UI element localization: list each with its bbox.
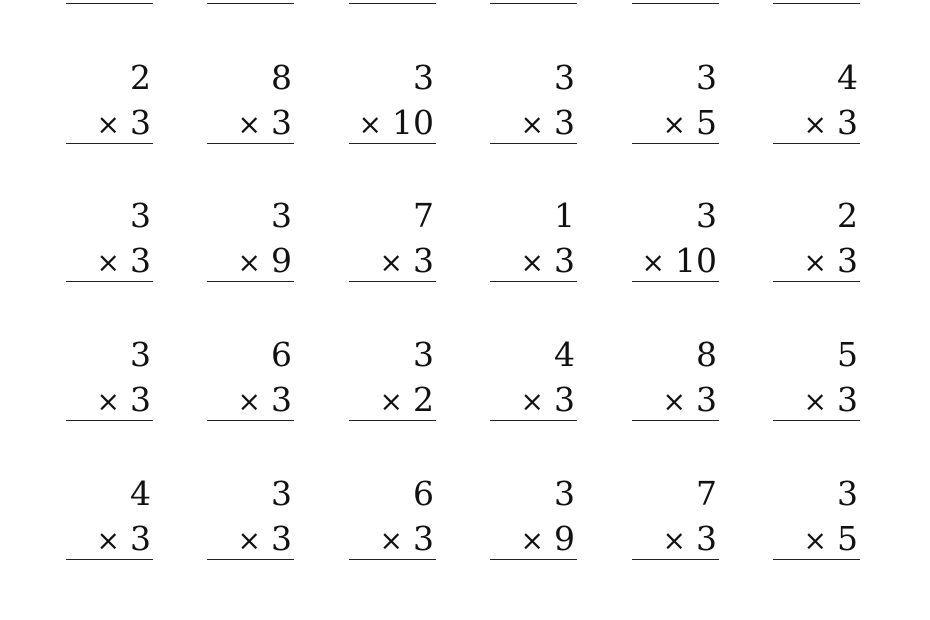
problem [207, 196, 294, 306]
multiplier: 3 [837, 103, 858, 142]
problem [66, 474, 153, 584]
times-sign: × [96, 524, 120, 557]
answer-line [66, 420, 153, 421]
times-sign: × [237, 524, 261, 557]
answer-line [349, 281, 436, 282]
multiplicand: 5 [837, 335, 858, 374]
multiplier-line [97, 241, 151, 283]
multiplicand: 3 [696, 196, 717, 235]
multiplicand: 3 [554, 58, 575, 97]
multiplier: 9 [554, 519, 575, 558]
multiplier: 3 [413, 519, 434, 558]
times-sign: × [662, 108, 686, 141]
times-sign: × [520, 246, 544, 279]
multiplier: 3 [271, 519, 292, 558]
multiplicand: 1 [554, 196, 575, 235]
multiplier-line [97, 380, 151, 422]
answer-line [632, 143, 719, 144]
multiplicand: 3 [271, 474, 292, 513]
answer-line [349, 3, 436, 4]
problem [349, 474, 436, 584]
problem [349, 335, 436, 445]
answer-line [207, 420, 294, 421]
problem [66, 58, 153, 168]
multiplier: 3 [130, 103, 151, 142]
answer-line [207, 143, 294, 144]
answer-line [349, 143, 436, 144]
problem [632, 335, 719, 445]
multiplicand: 2 [130, 58, 151, 97]
multiplier-line [804, 380, 858, 422]
answer-line [207, 281, 294, 282]
multiplier: 3 [271, 380, 292, 419]
multiplier: 3 [837, 380, 858, 419]
multiplier: 3 [130, 519, 151, 558]
multiplier: 5 [837, 519, 858, 558]
problem [490, 58, 577, 168]
times-sign: × [379, 246, 403, 279]
problem [773, 196, 860, 306]
multiplier: 3 [554, 380, 575, 419]
times-sign: × [520, 108, 544, 141]
answer-line [773, 143, 860, 144]
multiplier-line [804, 103, 858, 145]
problem [490, 196, 577, 306]
multiplicand: 3 [413, 335, 434, 374]
answer-line [66, 559, 153, 560]
problem [490, 474, 577, 584]
multiplier: 10 [675, 241, 717, 280]
problem [349, 58, 436, 168]
problem [207, 58, 294, 168]
problem [632, 474, 719, 584]
multiplicand: 8 [271, 58, 292, 97]
multiplier: 9 [271, 241, 292, 280]
answer-line [207, 559, 294, 560]
times-sign: × [803, 246, 827, 279]
problem [632, 58, 719, 168]
multiplier-line [380, 241, 434, 283]
answer-line [490, 281, 577, 282]
multiplier-line [238, 380, 292, 422]
multiplicand: 3 [413, 58, 434, 97]
multiplier-line [642, 241, 717, 283]
multiplier-line [238, 241, 292, 283]
problem [773, 58, 860, 168]
times-sign: × [379, 524, 403, 557]
multiplier-line [521, 241, 575, 283]
multiplier-line [521, 380, 575, 422]
answer-line [349, 559, 436, 560]
multiplicand: 6 [271, 335, 292, 374]
multiplicand: 3 [130, 335, 151, 374]
multiplier: 3 [130, 380, 151, 419]
answer-line [66, 143, 153, 144]
multiplier: 3 [696, 380, 717, 419]
multiplicand: 3 [271, 196, 292, 235]
multiplier-line [663, 380, 717, 422]
answer-line [490, 559, 577, 560]
answer-line [490, 143, 577, 144]
answer-line [349, 420, 436, 421]
answer-line [632, 281, 719, 282]
multiplier-line [380, 380, 434, 422]
problem [773, 335, 860, 445]
multiplier: 3 [837, 241, 858, 280]
multiplier: 10 [392, 103, 434, 142]
multiplier-line [380, 519, 434, 561]
times-sign: × [96, 246, 120, 279]
times-sign: × [379, 385, 403, 418]
multiplicand: 3 [554, 474, 575, 513]
times-sign: × [358, 108, 382, 141]
times-sign: × [803, 385, 827, 418]
multiplier-line [663, 519, 717, 561]
multiplier-line [238, 519, 292, 561]
times-sign: × [662, 385, 686, 418]
multiplicand: 7 [696, 474, 717, 513]
multiplicand: 3 [130, 196, 151, 235]
multiplier-line [663, 103, 717, 145]
answer-line [773, 3, 860, 4]
times-sign: × [803, 108, 827, 141]
problem [773, 474, 860, 584]
answer-line [490, 3, 577, 4]
multiplier-line [521, 103, 575, 145]
multiplicand: 3 [696, 58, 717, 97]
answer-line [632, 559, 719, 560]
multiplier: 3 [554, 103, 575, 142]
multiplier: 3 [130, 241, 151, 280]
times-sign: × [520, 385, 544, 418]
problem [66, 335, 153, 445]
problem [632, 196, 719, 306]
times-sign: × [237, 385, 261, 418]
multiplicand: 2 [837, 196, 858, 235]
multiplier: 5 [696, 103, 717, 142]
problem [349, 196, 436, 306]
multiplier-line [804, 519, 858, 561]
multiplier: 2 [413, 380, 434, 419]
times-sign: × [96, 385, 120, 418]
multiplier-line [97, 103, 151, 145]
answer-line [773, 281, 860, 282]
answer-line [66, 281, 153, 282]
multiplicand: 6 [413, 474, 434, 513]
multiplier-line [521, 519, 575, 561]
multiplier-line [359, 103, 434, 145]
multiplicand: 7 [413, 196, 434, 235]
multiplicand: 8 [696, 335, 717, 374]
multiplicand: 3 [837, 474, 858, 513]
times-sign: × [96, 108, 120, 141]
answer-line [66, 3, 153, 4]
answer-line [773, 420, 860, 421]
multiplier: 3 [413, 241, 434, 280]
answer-line [207, 3, 294, 4]
multiplier-line [238, 103, 292, 145]
multiplicand: 4 [837, 58, 858, 97]
multiplier-line [97, 519, 151, 561]
times-sign: × [237, 246, 261, 279]
problem [207, 474, 294, 584]
times-sign: × [237, 108, 261, 141]
times-sign: × [803, 524, 827, 557]
problem [66, 196, 153, 306]
multiplicand: 4 [554, 335, 575, 374]
multiplier: 3 [554, 241, 575, 280]
answer-line [773, 559, 860, 560]
multiplier: 3 [696, 519, 717, 558]
multiplier: 3 [271, 103, 292, 142]
times-sign: × [641, 246, 665, 279]
answer-line [632, 420, 719, 421]
answer-line [490, 420, 577, 421]
answer-line [632, 3, 719, 4]
times-sign: × [520, 524, 544, 557]
times-sign: × [662, 524, 686, 557]
problem [490, 335, 577, 445]
multiplicand: 4 [130, 474, 151, 513]
problem [207, 335, 294, 445]
multiplier-line [804, 241, 858, 283]
